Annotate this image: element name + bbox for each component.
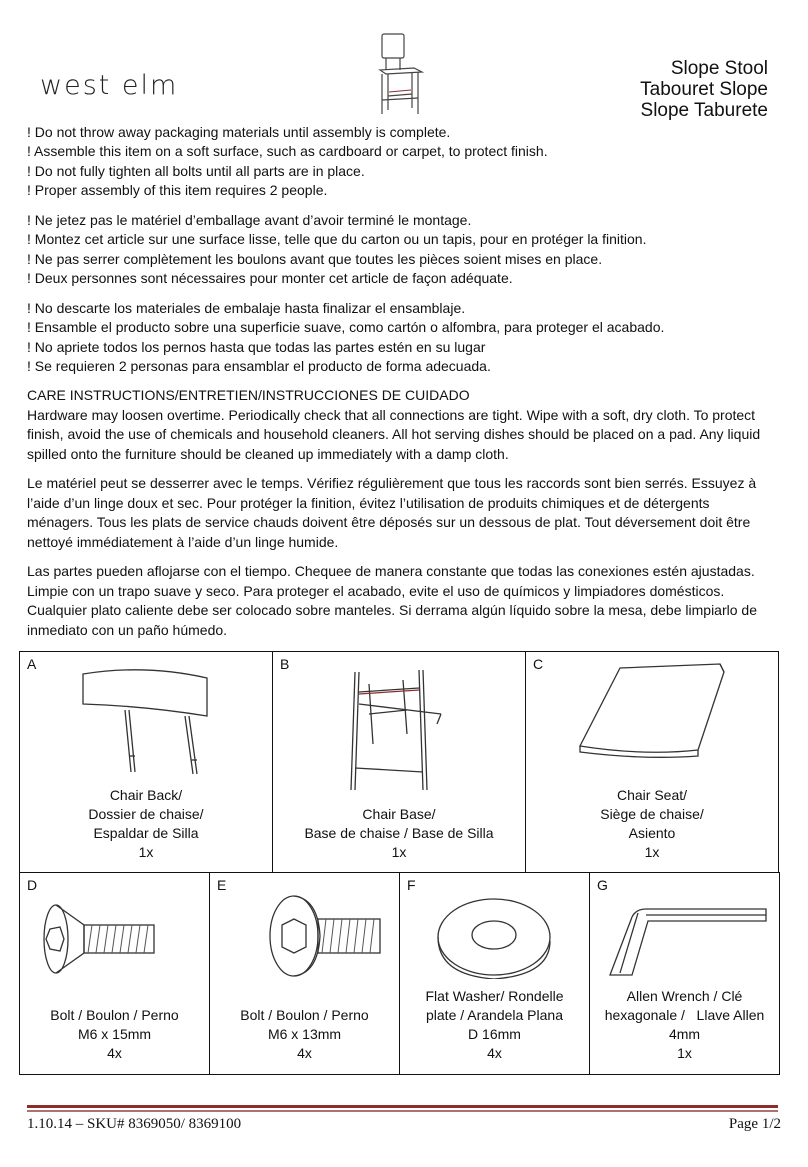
warning-line: ! Do not fully tighten all bolts until all parts are in place. [27,162,365,179]
button-head-bolt-icon [268,893,388,979]
part-cell-b [273,652,526,873]
care-text-es: Las partes pueden aflojarse con el tiempo. Chequee de manera constante que todas las conexiones estén ajustadas. Limpie con un trapo suave y seco. Para proteger el acabado, evite el uso de químicos y limpiadores domésticos. Cualquier plato caliente debe ser colocado sobre manteles. Si derrama algún líquido sobre la mesa, debe limpiarlo de inmediato con un paño húmedo. [27,563,757,638]
part-letter: B [280,656,290,672]
warning-line: ! No apriete todos los pernos hasta que todas las partes estén en su lugar [27,338,486,355]
part-letter: F [407,877,416,893]
part-cell-c [526,652,779,873]
part-label-line: 1x [677,1045,692,1061]
title-en: Slope Stool [670,58,768,79]
chair-seat-icon [574,662,734,762]
page-number: Page 1/2 [728,1116,781,1132]
part-label-line: Espaldar de Silla [93,825,199,841]
part-cell-f [400,873,590,1075]
warnings-fr [27,211,646,288]
part-cell-e [210,873,400,1075]
part-label-line: Siège de chaise/ [600,806,704,822]
warning-line: ! Assemble this item on a soft surface, such as cardboard or carpet, to protect finish. [27,143,548,160]
care-heading: CARE INSTRUCTIONS/ENTRETIEN/INSTRUCCIONES DE CUIDADO [27,387,470,403]
part-cell-g [590,873,780,1075]
chair-base-icon [343,664,453,794]
part-label-line: hexagonale / Llave Allen [604,1007,765,1023]
warning-line: ! Ne pas serrer complètement les boulons avant que toutes les pièces soient mises en place. [27,250,603,267]
part-label-line: Chair Back/ [109,787,183,803]
part-label [400,987,589,1063]
part-label-line: 1x [644,844,660,860]
warning-line: ! Ensamble el producto sobre una superficie suave, como cartón o alfombra, para proteger el acabado. [27,319,665,336]
part-letter: E [217,877,227,893]
part-cell-a [20,652,273,873]
warning-line: ! Proper assembly of this item requires 2 people. [27,181,328,198]
part-label-line: 4x [297,1045,312,1061]
part-letter: A [27,656,37,672]
part-label-line: plate / Arandela Plana [426,1007,563,1023]
part-label-line: Allen Wrench / Clé [626,988,743,1004]
part-label-line: D 16mm [468,1026,521,1042]
part-cell-d [20,873,210,1075]
part-label-line: 4x [487,1045,502,1061]
part-label-line: 1x [138,844,154,860]
care-text-fr: Le matériel peut se desserrer avec le temps. Vérifiez régulièrement que tous les raccords sont bien serrés. Essuyez à l’aide d’un linge doux et sec. Pour protéger la finition, évitez l’utilisation de produits chimiques et de détergents ménagers. Tous les plats de service chauds doivent être déposés sur un dessous de plat. Tout déversement doit être nettoyé immédiatement à l’aide d’un linge humide. [27,475,757,550]
parts-table-row2 [19,872,780,1075]
part-label-line: M6 x 13mm [267,1026,342,1042]
chair-back-icon [75,664,215,789]
part-label-line: 1x [391,844,407,860]
part-label [210,1006,399,1063]
part-letter: D [27,877,38,893]
warning-line: ! Do not throw away packaging materials until assembly is complete. [27,124,451,140]
parts-table-row1 [19,651,779,873]
part-label [20,786,272,862]
part-letter: C [533,656,544,672]
warning-line: ! Ne jetez pas le matériel d’emballage avant d’avoir terminé le montage. [27,212,472,228]
part-label-line: Dossier de chaise/ [88,806,204,822]
part-label-line: Flat Washer/ Rondelle [425,988,564,1004]
part-letter: G [597,877,608,893]
warning-line: ! Deux personnes sont nécessaires pour monter cet article de façon adéquate. [27,269,513,286]
warnings-en [27,123,548,200]
part-label [273,805,525,862]
flat-washer-icon [434,895,554,979]
warnings-es [27,299,664,376]
warning-line: ! Montez cet article sur une surface lisse, telle que du carton ou un tapis, pour en protéger la finition. [27,231,647,248]
warning-line: ! Se requieren 2 personas para ensamblar el producto de forma adecuada. [27,357,491,374]
part-label-line: M6 x 15mm [77,1026,152,1042]
part-label-line: Bolt / Boulon / Perno [50,1007,179,1023]
product-titles [640,58,768,121]
countersunk-bolt-icon [42,903,162,975]
footer-divider [27,1105,778,1108]
title-fr: Tabouret Slope [640,79,768,100]
part-label [590,987,779,1063]
part-label-line: Base de chaise / Base de Silla [304,825,494,841]
allen-wrench-icon [602,903,772,983]
part-label-line: Asiento [628,825,676,841]
footer-divider [27,1110,778,1112]
part-label [20,1006,209,1063]
part-label-line: Bolt / Boulon / Perno [240,1007,369,1023]
warning-line: ! No descarte los materiales de embalaje hasta finalizar el ensamblaje. [27,300,466,316]
care-text-en: Hardware may loosen overtime. Periodically check that all connections are tight. Wipe with a soft, dry cloth. To protect finish, avoid the use of chemicals and household cleaners. All hot serving dishes should be placed on a pad. Any liquid spilled onto the furniture should be cleaned up immediately with a damp cloth. [27,406,761,462]
part-label-line: 4mm [668,1026,701,1042]
part-label-line: 4x [107,1045,122,1061]
title-es: Slope Taburete [640,100,768,121]
part-label-line: Chair Seat/ [616,787,688,803]
stool-illustration-icon [374,30,436,116]
care-instructions [27,386,779,640]
footer-date-sku: 1.10.14 – SKU# 8369050/ 8369100 [27,1116,242,1132]
brand-logo: west elm [40,70,179,101]
part-label-line: Chair Base/ [362,806,436,822]
part-label [526,786,778,862]
